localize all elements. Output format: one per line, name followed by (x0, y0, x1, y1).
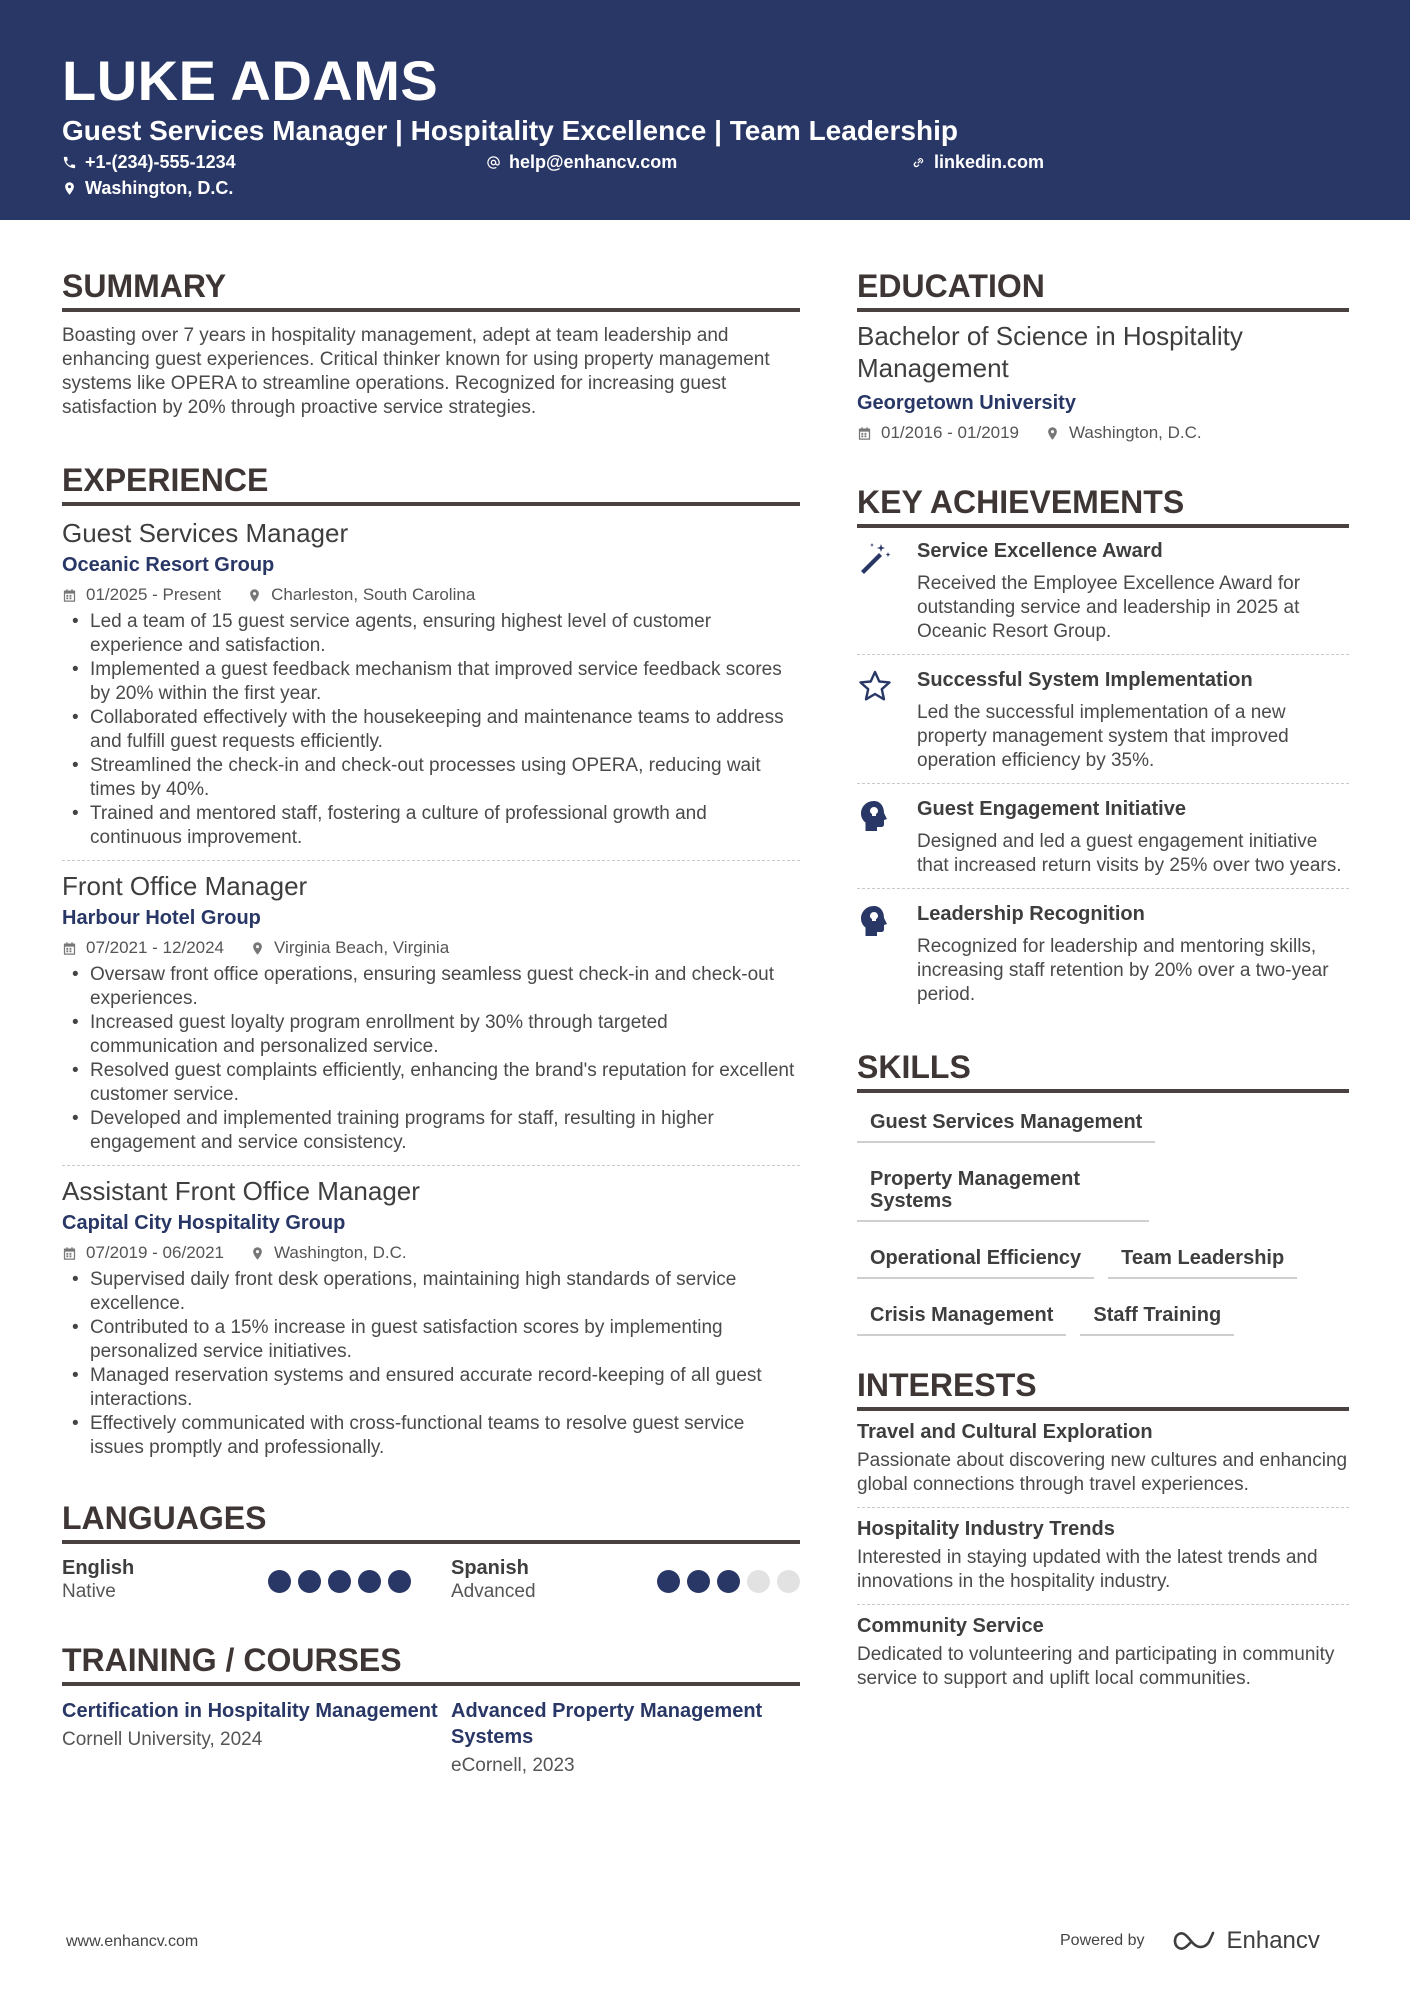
achievement-title: Service Excellence Award (917, 540, 1163, 562)
education-meta (857, 422, 1349, 444)
job-bullet: • Effectively communicated with cross-functional teams to resolve guest service issues promptly and professionally. (62, 1412, 800, 1460)
job-bullet: • Collaborated effectively with the housekeeping and maintenance teams to address and fulfill guest requests efficiently. (62, 706, 800, 754)
phone-text: +1-(234)-555-1234 (85, 152, 236, 172)
job-location-wrap (250, 1242, 407, 1264)
rating-dot-filled (657, 1570, 680, 1593)
achievement-body (917, 538, 1349, 644)
training-title: Certification in Hospitality Management (62, 1700, 438, 1722)
interest-item (857, 1507, 1349, 1604)
language-name: English (62, 1557, 135, 1579)
achievement-body (917, 901, 1349, 1007)
rating-dot-filled (687, 1570, 710, 1593)
interest-title: Hospitality Industry Trends (857, 1518, 1115, 1540)
skill-tag: Crisis Management (857, 1300, 1066, 1336)
achievement-desc: Recognized for leadership and mentoring skills, increasing staff retention by 20% over a two-year period. (917, 936, 1329, 1005)
language-rating (657, 1570, 800, 1604)
rating-dot-filled (388, 1570, 411, 1593)
job-bullet: • Led a team of 15 guest service agents, ensuring highest level of customer experience and satisfaction. (62, 610, 800, 658)
contact-location (62, 177, 233, 199)
language-item (62, 1556, 451, 1604)
job-meta (62, 584, 800, 606)
brand-logo[interactable] (1171, 1927, 1320, 1955)
achievement-desc: Led the successful implementation of a new property management system that improved operation efficiency by 35%. (917, 702, 1289, 771)
head-icon (857, 798, 893, 834)
language-level: Advanced (451, 1581, 536, 1602)
job-bullet: • Resolved guest complaints efficiently, enhancing the brand's reputation for excellent customer service. (62, 1059, 800, 1107)
location-pin-icon (62, 181, 77, 196)
job-dates: 07/2019 - 06/2021 (86, 1243, 225, 1262)
achievement-body (917, 796, 1349, 878)
rating-dot-filled (328, 1570, 351, 1593)
summary-heading: SUMMARY (62, 266, 800, 312)
skills-list (857, 1107, 1349, 1357)
interest-item (857, 1411, 1349, 1507)
location-text: Washington, D.C. (85, 178, 234, 198)
magic-wand-icon (857, 540, 893, 576)
job-location: Virginia Beach, Virginia (274, 938, 450, 957)
at-icon (486, 155, 501, 170)
candidate-name: LUKE ADAMS (62, 49, 439, 112)
job-bullet: • Developed and implemented training programs for staff, resulting in higher engagement and service consistency. (62, 1107, 800, 1155)
achievement-desc: Received the Employee Excellence Award for outstanding service and leadership in 2025 at Oceanic Resort Group. (917, 573, 1301, 642)
language-name: Spanish (451, 1557, 529, 1579)
interest-item (857, 1604, 1349, 1701)
language-rating (268, 1570, 411, 1604)
skill-tag: Team Leadership (1108, 1243, 1297, 1279)
interests-section (857, 1365, 1349, 1701)
languages-list (62, 1556, 800, 1604)
enhancv-logo-icon (1171, 1928, 1219, 1954)
contact-email[interactable] (486, 151, 677, 173)
job-entry (62, 516, 800, 860)
achievement-item (857, 783, 1349, 888)
school-name: Georgetown University (857, 392, 1076, 414)
job-meta (62, 1242, 800, 1264)
achievement-icon-wrap (857, 667, 917, 773)
achievement-item (857, 654, 1349, 783)
calendar-icon (62, 588, 77, 603)
skill-tag: Staff Training (1080, 1300, 1234, 1336)
summary-text: Boasting over 7 years in hospitality management, adept at team leadership and enhancing guest experiences. Critical thinker known for using property management systems like OPERA to streamline operations. Recognized for increasing guest satisfaction by 20% through proactive service strategies. (62, 325, 770, 418)
job-bullets (62, 1268, 800, 1460)
brand-name: Enhancv (1226, 1927, 1320, 1954)
education-heading: EDUCATION (857, 266, 1349, 312)
rating-dot-filled (717, 1570, 740, 1593)
rating-dot-filled (358, 1570, 381, 1593)
language-text (62, 1556, 134, 1604)
rating-dot-empty (747, 1570, 770, 1593)
achievement-icon-wrap (857, 901, 917, 1007)
job-bullet: • Supervised daily front desk operations, maintaining high standards of service excellence. (62, 1268, 800, 1316)
interest-desc: Interested in staying updated with the latest trends and innovations in the hospitality industry. (857, 1547, 1318, 1592)
job-entry (62, 1165, 800, 1470)
job-dates: 01/2025 - Present (86, 585, 222, 604)
education-section (857, 266, 1349, 444)
achievement-desc: Designed and led a guest engagement initiative that increased return visits by 25% over two years. (917, 831, 1342, 876)
head-icon (857, 903, 893, 939)
job-bullets (62, 963, 800, 1155)
skill-tag: Property Management Systems (857, 1164, 1149, 1222)
rating-dot-filled (298, 1570, 321, 1593)
summary-section (62, 266, 800, 420)
calendar-icon (857, 426, 872, 441)
location-pin-icon (250, 1246, 265, 1261)
job-title: Guest Services Manager (62, 518, 349, 548)
interest-desc: Passionate about discovering new cultures and enhancing global connections through travel experiences. (857, 1450, 1348, 1495)
resume-header (0, 0, 1410, 220)
achievements-heading: KEY ACHIEVEMENTS (857, 482, 1349, 528)
training-provider: Cornell University, 2024 (62, 1729, 263, 1750)
star-icon (857, 669, 893, 705)
powered-by-text: Powered by (1060, 1932, 1145, 1949)
education-location-wrap (1045, 422, 1202, 444)
location-pin-icon (1045, 426, 1060, 441)
training-provider: eCornell, 2023 (451, 1755, 575, 1776)
achievement-body (917, 667, 1349, 773)
skills-section (857, 1047, 1349, 1357)
achievement-title: Guest Engagement Initiative (917, 798, 1186, 820)
achievement-icon-wrap (857, 796, 917, 878)
interest-desc: Dedicated to volunteering and participating in community service to support and uplift local communities. (857, 1644, 1335, 1689)
job-bullet: • Oversaw front office operations, ensuring seamless guest check-in and check-out experiences. (62, 963, 800, 1011)
linkedin-text[interactable]: linkedin.com (934, 152, 1045, 172)
company-name: Oceanic Resort Group (62, 554, 275, 576)
training-heading: TRAINING / COURSES (62, 1640, 800, 1686)
job-bullets (62, 610, 800, 850)
language-item (451, 1556, 800, 1604)
job-location: Washington, D.C. (274, 1243, 407, 1262)
link-icon (911, 155, 926, 170)
company-name: Harbour Hotel Group (62, 907, 261, 929)
job-location-wrap (250, 937, 449, 959)
achievement-item (857, 888, 1349, 1017)
location-pin-icon (250, 941, 265, 956)
email-text[interactable]: help@enhancv.com (509, 152, 678, 172)
contact-phone (62, 151, 236, 173)
experience-heading: EXPERIENCE (62, 460, 800, 506)
company-name: Capital City Hospitality Group (62, 1212, 346, 1234)
interests-heading: INTERESTS (857, 1365, 1349, 1411)
education-location: Washington, D.C. (1069, 423, 1202, 442)
job-bullet: • Trained and mentored staff, fostering a culture of professional growth and continuous improvement. (62, 802, 800, 850)
job-bullet: • Managed reservation systems and ensured accurate record-keeping of all guest interactions. (62, 1364, 800, 1412)
contact-linkedin[interactable] (911, 151, 1044, 173)
language-level: Native (62, 1581, 116, 1602)
job-meta (62, 937, 800, 959)
phone-icon (62, 155, 77, 170)
right-column (857, 266, 1349, 1701)
experience-section (62, 460, 800, 1470)
interest-title: Travel and Cultural Exploration (857, 1421, 1153, 1443)
job-dates: 07/2021 - 12/2024 (86, 938, 225, 957)
job-location: Charleston, South Carolina (271, 585, 476, 604)
interest-title: Community Service (857, 1615, 1044, 1637)
training-item (451, 1698, 800, 1778)
calendar-icon (62, 1246, 77, 1261)
job-title: Assistant Front Office Manager (62, 1176, 420, 1206)
education-dates: 01/2016 - 01/2019 (881, 423, 1020, 442)
left-column (62, 266, 800, 1778)
skills-heading: SKILLS (857, 1047, 1349, 1093)
training-item (62, 1698, 451, 1778)
skill-tag: Guest Services Management (857, 1107, 1155, 1143)
training-list (62, 1698, 800, 1778)
skill-tag: Operational Efficiency (857, 1243, 1094, 1279)
languages-heading: LANGUAGES (62, 1498, 800, 1544)
job-bullet: • Streamlined the check-in and check-out processes using OPERA, reducing wait times by 40%. (62, 754, 800, 802)
job-bullet: • Increased guest loyalty program enrollment by 30% through targeted communication and personalized service. (62, 1011, 800, 1059)
achievement-item (857, 530, 1349, 654)
training-section (62, 1640, 800, 1778)
job-location-wrap (247, 584, 475, 606)
job-bullet: • Contributed to a 15% increase in guest satisfaction scores by implementing personalized service initiatives. (62, 1316, 800, 1364)
training-title: Advanced Property Management Systems (451, 1700, 763, 1748)
job-title: Front Office Manager (62, 871, 308, 901)
achievements-section (857, 482, 1349, 1017)
footer-branding (1060, 1927, 1320, 1955)
degree-title: Bachelor of Science in Hospitality Management (857, 321, 1243, 383)
achievement-title: Successful System Implementation (917, 669, 1253, 691)
calendar-icon (62, 941, 77, 956)
achievement-title: Leadership Recognition (917, 903, 1145, 925)
job-bullet: • Implemented a guest feedback mechanism that improved service feedback scores by 20% within the first year. (62, 658, 800, 706)
languages-section (62, 1498, 800, 1604)
location-pin-icon (247, 588, 262, 603)
footer-website[interactable]: www.enhancv.com (66, 1933, 199, 1950)
rating-dot-empty (777, 1570, 800, 1593)
achievement-icon-wrap (857, 538, 917, 644)
job-entry (62, 860, 800, 1165)
rating-dot-filled (268, 1570, 291, 1593)
language-text (451, 1556, 536, 1604)
candidate-tagline: Guest Services Manager | Hospitality Excellence | Team Leadership (62, 115, 958, 146)
